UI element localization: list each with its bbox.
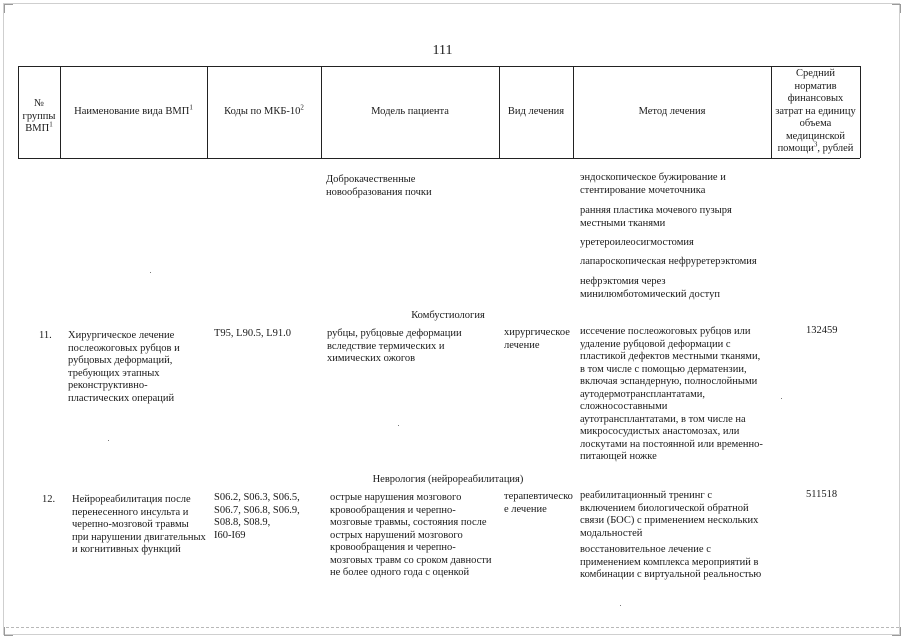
scan-speck [781,398,782,399]
row-vmp-name: Нейрореабилитация после перенесенного инсульта и черепно-мозговой травмы при нарушении двигательных и когнитивных функций [72,494,206,555]
row-icd-codes: S06.2, S06.3, S06.5, S06.7, S06.8, S06.9, S08.8, S08.9, I60-I69 [214,492,300,541]
row-treatment-method-extra: восстановительное лечение с применением комплекса мероприятий в комбинации с виртуальной реальностью [580,544,762,580]
table-header-bottom-border [18,158,860,159]
scan-corner-mark [892,4,901,13]
section-title-neurology: Неврология (нейрореабилитация) [372,474,524,485]
carryover-method-item: нефрэктомия через минилюмботомический доступ [580,276,720,300]
scan-speck [620,605,621,606]
header-group-number: № группы ВМП$^1$ [22,98,56,134]
carryover-method-item: ранняя пластика мочевого пузыря местными тканями [580,205,732,229]
table-top-border [18,66,860,67]
header-treatment-kind: Вид лечения [507,106,565,117]
scan-edge-noise [6,627,899,630]
column-divider [860,66,861,158]
row-vmp-name: Хирургическое лечение послеожоговых рубцов и рубцовых деформаций, требующих этапных реконструктивно- пластических операций [68,330,180,404]
row-treatment-method: реабилитационный тренинг с включением биологической обратной связи (БОС) с применением нескольких модальностей [580,490,759,539]
row-treatment-method: иссечение послеожоговых рубцов или удаление рубцовой деформации с пластикой дефектов местными тканями, в том числе с помощью дерматензии, включая эспандерную, полнослойными аутодермотрансплантатами, сложносоставными аутотрансплантатами, в том числе на микрососудистых анастомозах, или лоскутами на постоянной или временно- питающей ножке [580,326,763,462]
row-patient-model: острые нарушения мозгового кровообращения и черепно- мозговые травмы, состояния после острых нарушений мозгового кровообращения и черепно- мозговых травм со сроком давности не более одного года с оценкой [330,492,492,578]
header-icd-codes: Коды по МКБ-$10^2$ [224,103,304,117]
row-patient-model: рубцы, рубцовые деформации вследствие термических и химических ожогов [327,328,462,364]
header-treatment-method: Метод лечения [638,106,706,117]
carryover-method-item: лапароскопическая нефруретерэктомия [580,256,757,267]
scan-corner-mark [4,4,13,13]
row-treatment-kind: хирургическое лечение [504,327,570,351]
scan-speck [108,440,109,441]
carryover-patient-model: Доброкачественные новообразования почки [326,174,432,198]
carryover-method-item: эндоскопическое бужирование и стентирование мочеточника [580,172,726,196]
scan-speck [150,272,151,273]
scan-speck [398,425,399,426]
header-cost-norm: Средний норматив финансовых затрат на единицу объема медицинской помощи$^3$, рублей [775,68,856,154]
section-title-combustiology: Комбустиология [411,310,485,321]
header-patient-model: Модель пациента [371,106,449,117]
row-group-number: 12. [42,494,56,505]
page-number: 111 [432,43,453,58]
row-icd-codes: T95, L90.5, L91.0 [214,328,291,339]
header-vmp-name: Наименование вида ВМП$^1$ [74,103,193,117]
row-cost-norm: 511518 [806,489,838,500]
row-cost-norm: 132459 [806,325,838,336]
row-treatment-kind: терапевтическо е лечение [504,491,573,515]
carryover-method-item: уретероилеосигмостомия [580,237,694,248]
row-group-number: 11. [39,330,52,341]
